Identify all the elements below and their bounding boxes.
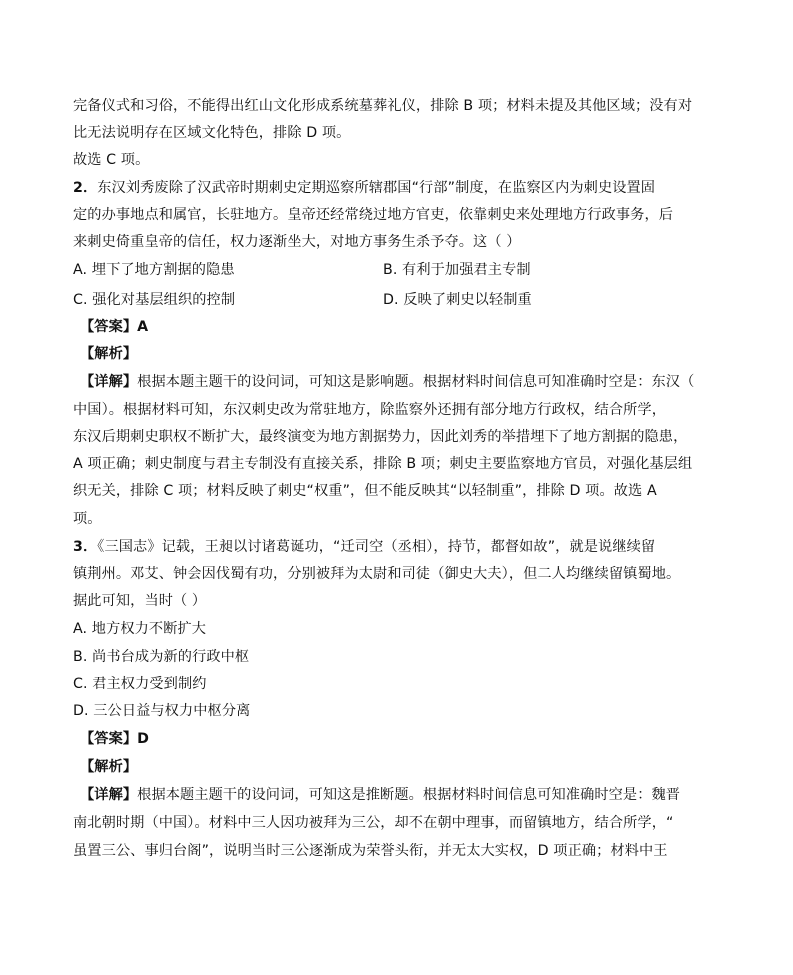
detail-tag: 【详解】 xyxy=(80,374,138,390)
prev-conclusion: 故选 C 项。 xyxy=(73,152,150,168)
q3-number: 3． xyxy=(73,539,98,555)
q2-stem-line-1 xyxy=(73,178,655,198)
q3-answer xyxy=(80,729,149,749)
q2-option-d: D. 反映了刺史以轻制重 xyxy=(383,292,532,308)
q2-number: 2． xyxy=(73,180,98,196)
detail-text: 根据本题主题干的设问词，可知这是影响题。根据材料时间信息可知准确时空是：东汉（ xyxy=(137,374,695,390)
answer-value: A xyxy=(137,319,149,335)
q3-option-a: A. 地方权力不断扩大 xyxy=(73,621,207,637)
q2-detail-line-1 xyxy=(80,372,694,392)
q2-stem-text: 东汉刘秀废除了汉武帝时期刺史定期巡察所辖郡国“行部”制度，在监察区内为刺史设置固 xyxy=(97,180,656,196)
q2-detail-line-4: A 项正确；刺史制度与君主专制没有直接关系，排除 B 项；刺史主要监察地方官员，对强化基层组 xyxy=(73,456,693,472)
analysis-tag: 【解析】 xyxy=(80,759,138,775)
q2-detail-line-5: 织无关，排除 C 项；材料反映了刺史“权重”，但不能反映其“以轻制重”，排除 D 项。故选 A xyxy=(73,483,657,499)
q3-analysis-tag xyxy=(80,757,137,777)
analysis-tag: 【解析】 xyxy=(80,346,138,362)
q3-detail-line-3: 虽置三公、事归台阁”，说明当时三公逐渐成为荣誉头衔，并无太大实权，D 项正确；材料中王 xyxy=(73,843,668,859)
q3-detail-line-1 xyxy=(80,785,680,805)
q2-analysis-tag xyxy=(80,344,137,364)
q2-stem-line-3: 来刺史倚重皇帝的信任，权力逐渐坐大，对地方事务生杀予夺。这（ ） xyxy=(73,234,521,250)
answer-tag: 【答案】 xyxy=(80,319,138,335)
q3-stem-text: 《三国志》记载，王昶以讨诸葛诞功，“迁司空（丞相），持节，都督如故”，就是说继续留 xyxy=(97,539,656,555)
q3-detail-line-2: 南北朝时期（中国）。材料中三人因功被拜为三公，却不在朝中理事，而留镇地方，结合所学，“ xyxy=(73,815,674,831)
q3-option-b: B. 尚书台成为新的行政中枢 xyxy=(73,649,250,665)
q2-detail-line-6: 项。 xyxy=(73,511,102,527)
q2-options-row-1 xyxy=(73,260,235,280)
q2-options-row-2 xyxy=(73,290,235,310)
q2-option-c: C. 强化对基层组织的控制 xyxy=(73,292,236,308)
answer-tag: 【答案】 xyxy=(80,731,138,747)
q2-detail-line-2: 中国）。根据材料可知，东汉刺史改为常驻地方，除监察外还拥有部分地方行政权，结合所学， xyxy=(73,402,666,418)
q2-option-b: B. 有利于加强君主专制 xyxy=(383,262,531,278)
q3-option-d: D. 三公日益与权力中枢分离 xyxy=(73,703,251,719)
q2-stem-line-2: 定的办事地点和属官，长驻地方。皇帝还经常绕过地方官吏，依靠刺史来处理地方行政事务，后 xyxy=(73,207,674,223)
q3-stem-line-2: 镇荆州。邓艾、钟会因伐蜀有功，分别被拜为太尉和司徒（御史大夫），但二人均继续留镇蜀地。 xyxy=(73,566,681,582)
detail-text: 根据本题主题干的设问词，可知这是推断题。根据材料时间信息可知准确时空是：魏晋 xyxy=(137,787,681,803)
q2-detail-line-3: 东汉后期刺史职权不断扩大，最终演变为地方割据势力，因此刘秀的举措埋下了地方割据的隐患， xyxy=(73,429,688,445)
q3-stem-line-3: 据此可知，当时（ ） xyxy=(73,593,207,609)
q3-stem-line-1 xyxy=(73,537,655,557)
q2-answer xyxy=(80,317,148,337)
answer-value: D xyxy=(137,731,150,747)
prev-analysis-line-1: 完备仪式和习俗，不能得出红山文化形成系统墓葬礼仪，排除 B 项；材料未提及其他区域；没有对 xyxy=(73,98,693,114)
q2-option-a: A. 埋下了地方割据的隐患 xyxy=(73,262,235,278)
detail-tag: 【详解】 xyxy=(80,787,138,803)
prev-analysis-line-2: 比无法说明存在区域文化特色，排除 D 项。 xyxy=(73,125,351,141)
q3-option-c: C. 君主权力受到制约 xyxy=(73,676,207,692)
